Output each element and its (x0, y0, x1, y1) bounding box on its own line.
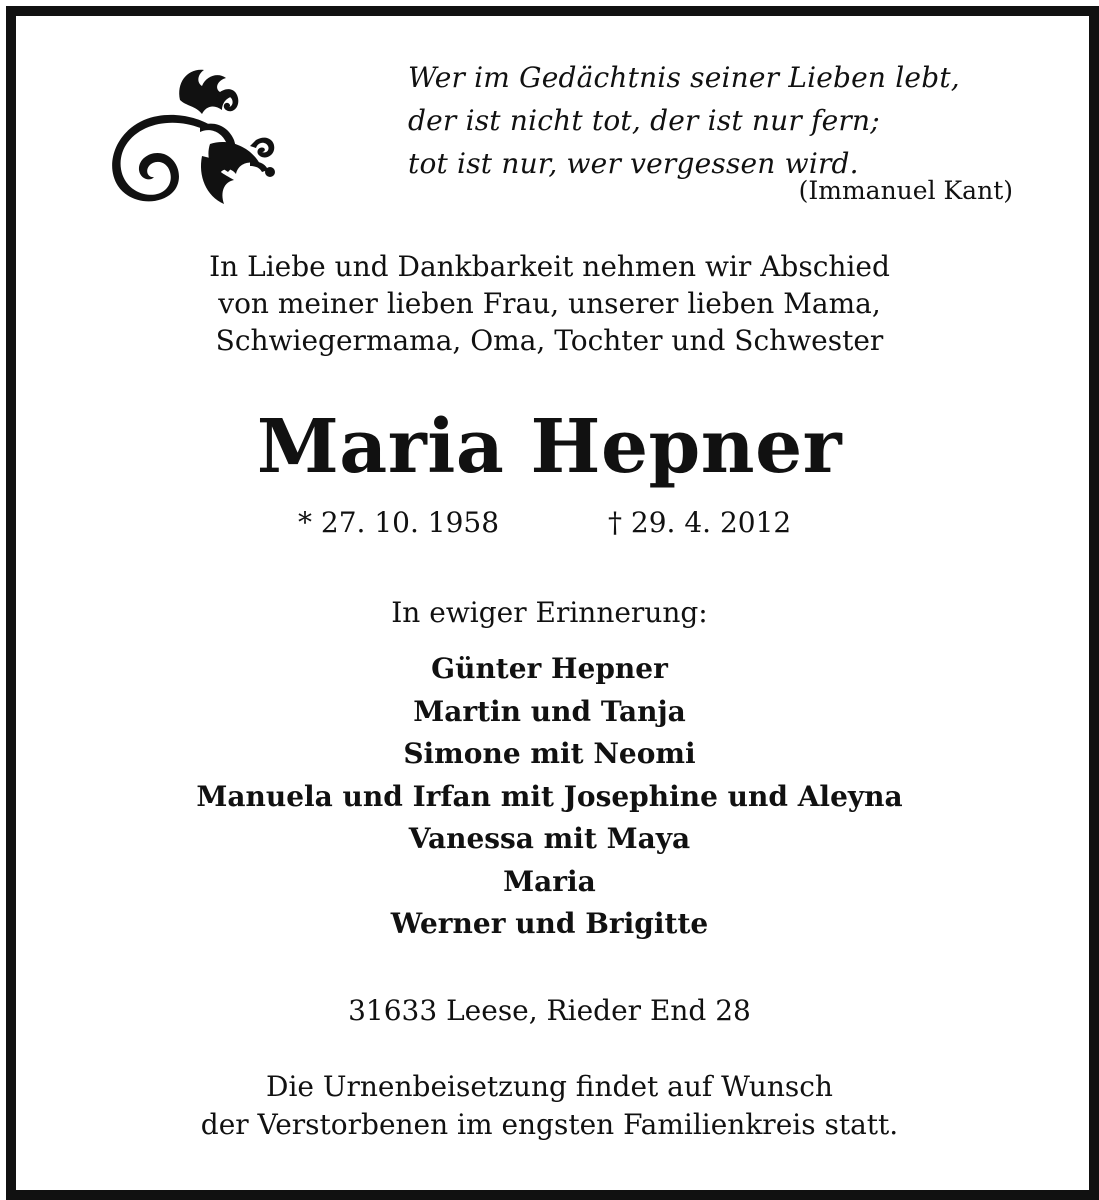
mourners-list (0, 648, 1099, 946)
kant-quote (408, 56, 1028, 185)
mourner-name: Martin und Tanja (413, 694, 686, 728)
burial-note (0, 1068, 1099, 1144)
intro-line: Schwiegermama, Oma, Tochter und Schwester (215, 324, 884, 357)
mourner-name: Maria (503, 864, 596, 898)
closing-line: der Verstorbenen im engsten Familienkreis statt. (200, 1108, 899, 1141)
intro-line: In Liebe und Dankbarkeit nehmen wir Abschied (209, 250, 890, 283)
farewell-intro (0, 248, 1099, 359)
life-dates (0, 506, 1099, 546)
closing-line: Die Urnenbeisetzung findet auf Wunsch (266, 1070, 833, 1103)
quote-line: tot ist nur, wer vergessen wird. (408, 147, 859, 180)
quote-author: (Immanuel Kant) (798, 176, 1013, 205)
quote-line: der ist nicht tot, der ist nur fern; (408, 104, 880, 137)
mourner-name: Manuela und Irfan mit Josephine und Aleyna (196, 779, 903, 813)
mourner-name: Günter Hepner (431, 652, 668, 685)
floral-ornament-icon (110, 60, 280, 210)
deceased-name: Maria Hepner (256, 404, 843, 490)
memory-heading: In ewiger Erinnerung: (391, 596, 708, 629)
mourner-name: Werner und Brigitte (390, 907, 709, 940)
mourner-name: Simone mit Neomi (403, 737, 696, 770)
mourner-name: Vanessa mit Maya (408, 822, 691, 855)
quote-line: Wer im Gedächtnis seiner Lieben lebt, (408, 61, 960, 94)
death-date: † 29. 4. 2012 (608, 506, 792, 539)
intro-line: von meiner lieben Frau, unserer lieben Mama, (218, 287, 881, 320)
birth-date: * 27. 10. 1958 (298, 506, 500, 539)
family-address: 31633 Leese, Rieder End 28 (348, 994, 751, 1027)
